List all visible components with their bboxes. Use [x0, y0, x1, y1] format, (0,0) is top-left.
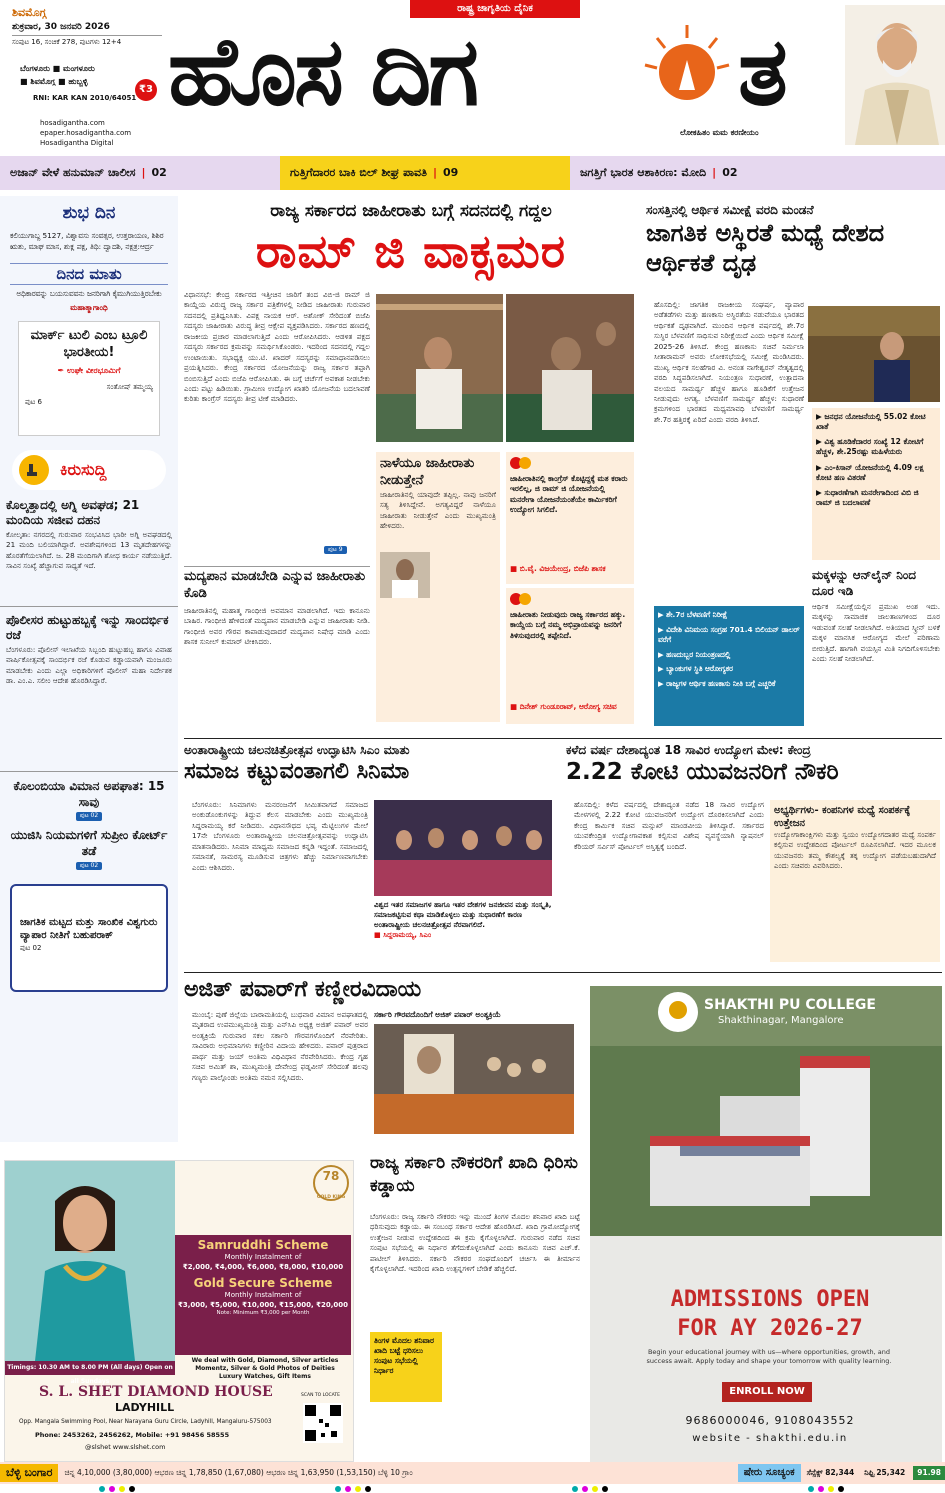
kirusuddi-header — [12, 450, 166, 490]
badge-sub: GOLD KING — [316, 1195, 346, 1200]
edition-list: ಬೆಂಗಳೂರು ■ ಮಂಗಳೂರು ■ ಶಿವಮೊಗ್ಗ ■ ಹುಬ್ಬಳ್ಳಿ — [20, 64, 95, 86]
scheme2-title: Gold Secure Scheme — [193, 1276, 333, 1291]
quote-card-1-author-text: ಬಿ.ವೈ. ವಿಜಯೇಂದ್ರ, ಬಿಜೆಪಿ ಶಾಸಕ — [519, 563, 606, 573]
fact2-item: ▶ ಹಣದುಬ್ಬರ ನಿಯಂತ್ರಣದಲ್ಲಿ — [658, 649, 731, 659]
jobs-story — [566, 742, 942, 970]
economy-sub-headline: ಮಕ್ಕಳನ್ನು ಆನ್‌ಲೈನ್ ನಿಂದ ದೂರ ಇಡಿ — [812, 568, 916, 598]
cinema-headline: ಸಮಾಜ ಕಟ್ಟುವಂತಾಗಲಿ ಸಿನಿಮಾ — [184, 759, 410, 785]
teaser-item[interactable]: ಜಗತ್ತಿಗೆ ಭಾರತ ಆಶಾಕಿರಣ: ಮೋದಿ | 02 — [570, 156, 945, 190]
web-links — [40, 118, 131, 148]
divider — [184, 972, 942, 973]
left-sidebar — [0, 196, 178, 1142]
brand-name: S. L. SHET DIAMOND HOUSE — [39, 1384, 273, 1400]
quote-card-2 — [506, 588, 634, 724]
fact-text: ಸುಧಾರಣೆಗಾಗಿ ಮನರೇಗಾದಿಂದ ವಿಬಿ ಜಿ ರಾಮ್ ಜಿ ಬದಲಾವಣೆ — [816, 487, 919, 507]
lead-continue — [324, 544, 347, 555]
cartoon-subtitle: ✒ ಉಘೇ ವೀರಭೂಮಿಗೆ — [57, 365, 121, 375]
scheme1-values: ₹2,000, ₹4,000, ₹6,000, ₹8,000, ₹10,000 — [182, 1262, 344, 1271]
fact2-text: ರಾಜ್ಯಗಳ ಆರ್ಥಿಕ ಹಣಕಾಸು ನೀತಿ ಬಗ್ಗೆ ಎಚ್ಚರಿಕೆ — [666, 679, 776, 689]
jobs-box — [770, 800, 940, 962]
scheme2-values: ₹3,000, ₹5,000, ₹10,000, ₹15,000, ₹20,000 — [177, 1300, 349, 1309]
cartoon-title: ಮಾರ್ಕ್ ಟುಲಿ ಎಂಬ ಟ್ರೂಲಿ ಭಾರತೀಯ! — [30, 328, 148, 360]
college-ad[interactable] — [590, 986, 942, 1462]
web-handles[interactable]: @slshet www.slshet.com — [85, 1443, 166, 1451]
fact-item: ▶ ಜನಧನ ಯೋಜನೆಯಲ್ಲಿ 55.02 ಕೋಟಿ ಖಾತೆ — [816, 412, 926, 432]
gold-rates: ಚಿನ್ನ 4,10,000 (3,80,000) ಆಭರಣ ಚಿನ್ನ 1,78,850 (1,67,080) ಆಭರಣ ಚಿನ್ನ 1,63,950 (1,53,150) ಬೆಳ್ಳಿ 10 ಗ್ರಾಂ — [64, 1467, 413, 1477]
quote-card-2-author: ■ ದಿನೇಶ್ ಗುಂಡೂರಾವ್, ಆರೋಗ್ಯ ಸಚಿವ — [510, 701, 617, 711]
gold-label: ಬೆಳ್ಳಿ ಬಂಗಾರ — [0, 1464, 58, 1483]
quote-card-1-text: ಜಾಹೀರಾತಿನಲ್ಲಿ ಕಾಂಗ್ರೆಸ್ ಕೊಟ್ಟಿದ್ದಕ್ಕೆ ಮತ ಕರಾರು ಇರಲಿಲ್ಲ, ಜಿ ರಾಮ್ ಜಿ ಯೋಜನೆಯಲ್ಲಿ ಮನರೇಗಾ ಯೋಜನೆಯಂತೆಯೇ ಕಾರ್ಮಿಕರಿಗೆ ಉದ್ಯೋಗ ಸಿಗಲಿದೆ. — [510, 473, 628, 515]
date-block — [12, 6, 162, 47]
cartoon-author: ಸಂತೋಷ್ ತಮ್ಮಯ್ಯ — [106, 382, 153, 391]
share-label: ಷೇರು ಸೂಚ್ಯಂಕ — [738, 1464, 801, 1482]
address: Opp. Mangala Swimming Pool, Near Narayana Guru Circle, Ladyhill, Mangaluru-575003 — [19, 1419, 272, 1425]
shakthi-logo-icon — [656, 990, 700, 1034]
cinema-caption — [374, 900, 552, 940]
model-image — [5, 1161, 175, 1361]
lead-body: ವಿಧಾನಸಭೆ: ಕೇಂದ್ರ ಸರ್ಕಾರದ ಇತ್ತೀಚಿನ ಜಾರಿಗೆ ತಂದ ವಿಬಿ-ಜಿ ರಾಮ್ ಜಿ ಕಾಯ್ದೆಯ ವಿರುದ್ಧ ರಾಜ್ಯ ಸರ್ಕಾರ ಪತ್ರಿಕೆಗಳಲ್ಲಿ ನೀಡಿದ ಜಾಹೀರಾತು ಗುರುವಾರ ಸದನದಲ್ಲಿ ಪ್ರತಿಧ್ವನಿಸಿತು. ವಿಪಕ್ಷ ನಾಯಕ ಆರ್. ಅಶೋಕ್ ಸೇರಿದಂತೆ ಬಿಜೆಪಿ ಸದಸ್ಯರು ಜಾಹೀರಾತು ವಿರುದ್ಧ ತೀವ್ರ ಆಕ್ಷೇಪ ವ್ಯಕ್ತಪಡಿಸಿದರು. ಸರ್ಕಾರದ ಹಣದಲ್ಲಿ ರಾಜಕೀಯ ಪ್ರಚಾರ ಮಾಡಲಾಗುತ್ತಿದೆ ಎಂದು ಆರೋಪಿಸಿದರು. ಆಡಳಿತ ಪಕ್ಷದ ಸದಸ್ಯರು ಸರ್ಕಾರದ ಕ್ರಮವನ್ನು ಸಮರ್ಥಿಸಿಕೊಂಡರು. ಇದರಿಂದ ಸದನದಲ್ಲಿ ಗದ್ದಲ ಉಂಟಾಯಿತು. ಸಭಾಧ್ಯಕ್ಷ ಯು.ಟಿ. ಖಾದರ್ ಸದಸ್ಯರನ್ನು ಸಮಾಧಾನಪಡಿಸಲು ಪ್ರಯತ್ನಿಸಿದರು. ಕೇಂದ್ರ ಸರ್ಕಾರದ ಯೋಜನೆಯನ್ನು ರಾಜ್ಯ ಸರ್ಕಾರ ತಪ್ಪಾಗಿ ಬಿಂಬಿಸುತ್ತಿದೆ ಎಂದು ಬಿಜೆಪಿ ಆರೋಪಿಸಿತು. ಈ ಬಗ್ಗೆ ಚರ್ಚೆಗೆ ಅವಕಾಶ ನೀಡಬೇಕು ಎಂದು ಪಟ್ಟು ಹಿಡಿಯಿತು. ಗ್ರಾಮೀಣ ಉದ್ಯೋಗ ಖಾತರಿ ಯೋಜನೆಯ ಬದಲಾವಣೆ ಕುರಿತು ಕಾಂಗ್ರೆಸ್ ಸದಸ್ಯರು ತೀವ್ರ ಟೀಕೆ ಮಾಡಿದರು. — [184, 290, 370, 404]
lead-headline: ರಾಮ್ ಜಿ ವಾಕ್ಸಮರ — [255, 223, 567, 278]
jewellery-ad[interactable] — [4, 1160, 354, 1462]
facts-box-1 — [812, 408, 940, 560]
minister-photo — [808, 306, 940, 402]
fact2-text: ವಿದೇಶಿ ವಿನಿಮಯ ಸಂಗ್ರಹ 701.4 ಬಿಲಿಯನ್ ಡಾಲರ್ ವರೆಗೆ — [658, 624, 800, 644]
badge-78 — [313, 1165, 349, 1201]
nifty-value: ನಿಫ್ಟಿ 25,342 — [864, 1467, 906, 1477]
quote-card-1-author: ■ ಬಿ.ವೈ. ವಿಜಯೇಂದ್ರ, ಬಿಜೆಪಿ ಶಾಸಕ — [510, 563, 606, 573]
fact-item: ▶ ವಿಶ್ವ ಹೂಡಿಕೆದಾರರ ಸಂಖ್ಯೆ 12 ಕೋಟಿಗೆ ಹೆಚ್ಚಳ, ಶೇ.25ರಷ್ಟು ಮಹಿಳೆಯರು — [816, 437, 924, 457]
ajit-story — [184, 976, 582, 1142]
sensex-value: ಸೆನ್ಸೆಕ್ಸ್ 82,344 — [806, 1467, 855, 1477]
quote-author: ಮಹಾತ್ಮಾಗಾಂಧಿ — [70, 302, 108, 312]
cartoon-subtitle-text: ಉಘೇ ವೀರಭೂಮಿಗೆ — [67, 365, 121, 375]
edition-item: ಶಿವಮೊಗ್ಗ — [30, 77, 56, 86]
fact-text: ಜನಧನ ಯೋಜನೆಯಲ್ಲಿ 55.02 ಕೋಟಿ ಖಾತೆ — [816, 412, 926, 432]
jobs-kicker: ಕಳೆದ ವರ್ಷ ದೇಶಾದ್ಯಂತ 18 ಸಾವಿರ ಉದ್ಯೋಗ ಮೇಳ: ಕೇಂದ್ರ — [566, 743, 811, 757]
cinema-caption-author: ■ ಸಿದ್ದರಾಮಯ್ಯ, ಸಿಎಂ — [374, 930, 432, 940]
lead-continue-label[interactable]: ಪುಟ 9 — [324, 546, 347, 554]
brief3-title: ಕೊಲಂಬಿಯಾ ವಿಮಾನ ಅಪಘಾತ: 15 ಸಾವು — [0, 771, 178, 810]
registration-dots — [334, 1485, 374, 1493]
fact2-text: ಹಣದುಬ್ಬರ ನಿಯಂತ್ರಣದಲ್ಲಿ — [666, 649, 731, 659]
economy-body: ಹೊಸದಿಲ್ಲಿ: ಜಾಗತಿಕ ರಾಜಕೀಯ ಸಂಘರ್ಷ, ವ್ಯಾಪಾರ ಅಡೆತಡೆಗಳು ಮತ್ತು ಹಣಕಾಸು ಅಸ್ಥಿರತೆಯ ನಡುವೆಯೂ ಭಾರತದ ಆರ್ಥಿಕತೆ ದೃಢವಾಗಿದೆ. ಮುಂದಿನ ಆರ್ಥಿಕ ವರ್ಷದಲ್ಲಿ ಶೇ.7ರ ಸುಸ್ಥಿರ ಬೆಳವಣಿಗೆ ಸಾಧಿಸುವ ನಿರೀಕ್ಷೆಯಿದೆ ಎಂದು ಆರ್ಥಿಕ ಸಮೀಕ್ಷೆ 2025-26 ತಿಳಿಸಿದೆ. ಕೇಂದ್ರ ಹಣಕಾಸು ಸಚಿವೆ ನಿರ್ಮಲಾ ಸೀತಾರಾಮನ್ ಅವರು ಲೋಕಸಭೆಯಲ್ಲಿ ಸಮೀಕ್ಷೆ ಮಂಡಿಸಿದರು. ಮುಖ್ಯ ಆರ್ಥಿಕ ಸಲಹೆಗಾರ ವಿ. ಅನಂತ ನಾಗೇಶ್ವರನ್ ನೇತೃತ್ವದಲ್ಲಿ ವರದಿ ಸಿದ್ಧಪಡಿಸಲಾಗಿದೆ. ನಿಯಂತ್ರಣ ಸುಧಾರಣೆ, ಉತ್ಪಾದನಾ ವಲಯದ ಸಾಮರ್ಥ್ಯ ಹೆಚ್ಚಳ ಹಾಗೂ ಹೂಡಿಕೆಗೆ ಉತ್ತೇಜನ ನೀಡುವುದು ಅಗತ್ಯ. ಬೆಳವಣಿಗೆ ಸಾಮರ್ಥ್ಯ ಹೆಚ್ಚಳ: ಸುಧಾರಣೆ ಕ್ರಮಗಳಿಂದ ಭಾರತದ ಮಧ್ಯಮಾವಧಿ ಬೆಳವಣಿಗೆ ಸಾಮರ್ಥ್ಯ ಶೇ.7ರ ಹತ್ತಿರಕ್ಕೆ ಏರಿದೆ ಎಂದು ವರದಿ ತಿಳಿಸಿದೆ. — [654, 300, 804, 424]
cinema-story — [184, 742, 556, 970]
scan-label: SCAN TO LOCATE — [301, 1393, 340, 1398]
registration-dots — [98, 1485, 138, 1493]
panchanga-text: ಕಲಿಯುಗಾಬ್ದ 5127, ವಿಶ್ವಾವಸು ಸಂವತ್ಸರ, ಉತ್ತರಾಯಣ, ಶಿಶಿರ ಋತು, ಮಾಘ ಮಾಸ, ಶುಕ್ಲ ಪಕ್ಷ, ತಿಥಿ: ದ್ವಾದಶಿ, ನಕ್ಷತ್ರ:ಆರ್ದ್ರ — [10, 230, 164, 251]
jobs-body: ಹೊಸದಿಲ್ಲಿ: ಕಳೆದ ವರ್ಷದಲ್ಲಿ ದೇಶಾದ್ಯಂತ ನಡೆದ 18 ಸಾವಿರ ಉದ್ಯೋಗ ಮೇಳಗಳಲ್ಲಿ 2.22 ಕೋಟಿ ಯುವಜನರಿಗೆ ಉದ್ಯೋಗ ದೊರಕಿಸಲಾಗಿದೆ ಎಂದು ಕೇಂದ್ರ ಕಾರ್ಮಿಕ ಸಚಿವ ಮನ್ಸುಖ್ ಮಾಂಡವೀಯ ತಿಳಿಸಿದ್ದಾರೆ. ಸರ್ಕಾರದ ಯುವಕೇಂದ್ರಿತ ಉದ್ಯೋಗಾವಕಾಶ ಕಲ್ಪಿಸುವ ವಿಶೇಷ ವ್ಯವಸ್ಥೆಯಾಗಿ ನ್ಯಾಷನಲ್ ಕೆರಿಯರ್ ಸರ್ವಿಸ್ ಪೋರ್ಟಲ್ ಅಸ್ತಿತ್ವಕ್ಕೆ ಬಂದಿದೆ. — [574, 800, 764, 851]
teaser-item[interactable]: ಗುತ್ತಿಗೆದಾರರ ಬಾಕಿ ಬಿಲ್ ಶೀಘ್ರ ಪಾವತಿ | 09 — [280, 156, 570, 190]
brief1-title: ಕೊಲ್ಕತ್ತಾದಲ್ಲಿ ಅಗ್ನಿ ಅವಘಡ; 21 ಮಂದಿಯ ಸಜೀವ ದಹನ — [6, 498, 140, 528]
brief4-page-label[interactable]: ಪುಟ 02 — [76, 862, 102, 870]
jobs-box-title: ಅಭ್ಯರ್ಥಿಗಳು- ಕಂಪನಿಗಳ ಮಧ್ಯೆ ಸಂಪರ್ಕಕ್ಕೆ ಉತ್ತೇಜನ — [774, 805, 911, 829]
teaser-text: ಜಗತ್ತಿಗೆ ಭಾರತ ಆಶಾಕಿರಣ: ಮೋದಿ — [580, 165, 707, 179]
edition-item: ಮಂಗಳೂರು — [63, 64, 95, 73]
fact2-text: ಶೇ.7ರ ಬೆಳವಣಿಗೆ ನಿರೀಕ್ಷೆ — [666, 610, 728, 619]
khadi-story — [370, 1152, 582, 1462]
lead-story — [184, 196, 638, 736]
lead-sub-headline: ಮದ್ಯಪಾನ ಮಾಡಬೇಡಿ ಎನ್ನುವ ಜಾಹೀರಾತು ಕೊಡಿ — [184, 566, 370, 603]
teaser-page: 02 — [722, 165, 738, 179]
quote-icon — [510, 592, 530, 606]
khadi-headline: ರಾಜ್ಯ ಸರ್ಕಾರಿ ನೌಕರರಿಗೆ ಖಾದಿ ಧಿರಿಸು ಕಡ್ಡಾಯ — [370, 1153, 578, 1196]
brief3-page — [0, 810, 178, 821]
assembly-photo-2 — [506, 294, 634, 442]
registration-marks — [0, 1484, 945, 1493]
fact-item: ▶ ಎಂ-ಕಿಸಾನ್ ಯೋಜನೆಯಲ್ಲಿ 4.09 ಲಕ್ಷ ಕೋಟಿ ಹಣ ವಿತರಣೆ — [816, 462, 924, 482]
registration-dots — [571, 1485, 611, 1493]
fact2-item: ▶ ಶೇ.7ರ ಬೆಳವಣಿಗೆ ನಿರೀಕ್ಷೆ — [658, 610, 728, 619]
timings-bar: Timings: 10.30 AM to 8.00 PM (All days) Open on all Sundays — [5, 1361, 175, 1375]
promo-text: ಜಾಗತಿಕ ಮಟ್ಟದ ಮತ್ತು ಸಾಂಖಿಕ ವಿಶ್ವಗುರು ವ್ಯಾಪಾರ ನೀತಿಗೆ ಬಹುಪರಾಕ್ — [20, 917, 158, 942]
lead-box — [376, 452, 500, 722]
jobs-headline: 2.22 ಕೋಟಿ ಯುವಜನರಿಗೆ ನೌಕರಿ — [566, 759, 839, 786]
fact2-item: ▶ ವಿದೇಶಿ ವಿನಿಮಯ ಸಂಗ್ರಹ 701.4 ಬಿಲಿಯನ್ ಡಾಲರ್ ವರೆಗೆ — [658, 624, 800, 644]
brand-place: LADYHILL — [115, 1401, 175, 1414]
edition-item: ಹುಬ್ಬಳ್ಳಿ — [68, 77, 88, 86]
brief1-body: ಕೋಲ್ಕತಾ: ನಗರದಲ್ಲಿ ಗುರುವಾರ ಸಂಭವಿಸಿದ ಭಾರೀ ಅಗ್ನಿ ಅವಘಡದಲ್ಲಿ 21 ಮಂದಿ ಬಲಿಯಾಗಿದ್ದಾರೆ. ಅವಶೇಷಗಳಿಂದ 13 ಮೃತದೇಹಗಳನ್ನು ಹೊರತೆಗೆಯಲಾಗಿದೆ. ಜ. 28 ಮಂದಿಗಾಗಿ ಶೋಧ ಕಾರ್ಯ ನಡೆಯುತ್ತಿದೆ. ಸಾವಿನ ಸಂಖ್ಯೆ ಹೆಚ್ಚಾಗುವ ಸಾಧ್ಯತೆ ಇದೆ. — [6, 530, 172, 571]
rni-number: RNI: KAR KAN 2010/64051 — [33, 94, 137, 102]
dinada-maatu-heading: ದಿನದ ಮಾತು — [10, 263, 168, 285]
brief3-page-label[interactable]: ಪುಟ 02 — [76, 812, 102, 820]
promo-page: ಪುಟ 02 — [20, 944, 42, 953]
kirusuddi-label: ಕಿರುಸುದ್ದಿ — [60, 460, 107, 480]
link-epaper[interactable]: epaper.hosadigantha.com — [40, 129, 132, 137]
teaser-item[interactable]: ಅಜಾನ್ ವೇಳೆ ಹನುಮಾನ್ ಚಾಲೀಸ | 02 — [0, 156, 280, 190]
edition-city: ಶಿವಮೊಗ್ಗ — [12, 6, 47, 19]
fact-text: ವಿಶ್ವ ಹೂಡಿಕೆದಾರರ ಸಂಖ್ಯೆ 12 ಕೋಟಿಗೆ ಹೆಚ್ಚಳ, ಶೇ.25ರಷ್ಟು ಮಹಿಳೆಯರು — [816, 437, 924, 457]
phone: Phone: 2453262, 2456262, Mobile: +91 98456 58555 — [35, 1431, 230, 1439]
khadi-body: ಬೆಂಗಳೂರು: ರಾಜ್ಯ ಸರ್ಕಾರಿ ನೌಕರರು ಇನ್ನು ಮುಂದೆ ತಿಂಗಳ ಮೊದಲ ಶನಿವಾರ ಖಾದಿ ಬಟ್ಟೆ ಧರಿಸುವುದು ಕಡ್ಡಾಯ. ಈ ಸಂಬಂಧ ಸರ್ಕಾರ ಆದೇಶ ಹೊರಡಿಸಿದೆ. ಖಾದಿ ಗ್ರಾಮೋದ್ಯೋಗಕ್ಕೆ ಉತ್ತೇಜನ ನೀಡುವ ಉದ್ದೇಶದಿಂದ ಈ ಕ್ರಮ ಕೈಗೊಳ್ಳಲಾಗಿದೆ. ಗುರುವಾರ ನಡೆದ ಸಚಿವ ಸಂಪುಟ ಸಭೆಯಲ್ಲಿ ಈ ನಿರ್ಧಾರ ತೆಗೆದುಕೊಳ್ಳಲಾಗಿದೆ ಎಂದು ಕಾನೂನು ಸಚಿವ ಎಚ್.ಕೆ. ಪಾಟೀಲ್ ತಿಳಿಸಿದರು. ಸರ್ಕಾರಿ ನೌಕರರ ಸಂಘದೊಂದಿಗೆ ಚರ್ಚಿಸಿ ಈ ತೀರ್ಮಾನ ಕೈಗೊಳ್ಳಲಾಗಿದೆ. ಇದರಿಂದ ಖಾದಿ ಉತ್ಪನ್ನಗಳಿಗೆ ಬೇಡಿಕೆ ಹೆಚ್ಚಲಿದೆ. — [370, 1212, 580, 1274]
scheme1-title: Samruddhi Scheme — [197, 1238, 329, 1252]
quote-card-1 — [506, 452, 634, 584]
admissions-text: Begin your educational journey with us—where opportunities, growth, and success await. Apply today and shape your tomorrow with quality learning. — [646, 1348, 892, 1365]
dollar-value: 91.98 — [913, 1466, 945, 1480]
cinema-caption-author-text: ಸಿದ್ದರಾಮಯ್ಯ, ಸಿಎಂ — [383, 930, 432, 940]
fact-item: ▶ ಸುಧಾರಣೆಗಾಗಿ ಮನರೇಗಾದಿಂದ ವಿಬಿ ಜಿ ರಾಮ್ ಜಿ ಬದಲಾವಣೆ — [816, 487, 919, 507]
funeral-photo — [374, 1024, 574, 1134]
scheme1-sub: Monthly Instalment of — [224, 1253, 302, 1262]
issue-date: ಶುಕ್ರವಾರ, 30 ಜನವರಿ 2026 — [12, 21, 162, 36]
quote-card-2-text: ಜಾಹೀರಾತು ನೀಡುವುದು ರಾಜ್ಯ ಸರ್ಕಾರದ ಹಕ್ಕು. ಕಾಯ್ದೆಯ ಬಗ್ಗೆ ನಮ್ಮ ಅಭಿಪ್ರಾಯವನ್ನು ಜನರಿಗೆ ತಿಳಿಸುವುದರಲ್ಲಿ ತಪ್ಪೇನಿದೆ. — [510, 609, 626, 640]
brief2-title: ಪೊಲೀಸರ ಹುಟ್ಟುಹಬ್ಬಕ್ಕೆ ಇನ್ನು ಸಾಂದರ್ಭಿಕ ರಜೆ — [0, 606, 178, 645]
hand-icon — [18, 454, 50, 486]
fact2-item: ▶ ಬ್ಯಾಂಕುಗಳ ಸ್ಥಿತಿ ಆರೋಗ್ಯಕರ — [658, 664, 733, 674]
economy-story — [646, 196, 942, 736]
economy-headline: ಜಾಗತಿಕ ಅಸ್ಥಿರತೆ ಮಧ್ಯೆ ದೇಶದ ಆರ್ಥಿಕತೆ ದೃಢ — [646, 219, 885, 278]
cinema-kicker: ಅಂತಾರಾಷ್ಟ್ರೀಯ ಚಲನಚಿತ್ರೋತ್ಸವ ಉದ್ಘಾಟಿಸಿ ಸಿಎಂ ಮಾತು — [184, 743, 410, 757]
facts-box-2 — [654, 606, 804, 726]
registration-dots — [807, 1485, 847, 1493]
lead-kicker: ರಾಜ್ಯ ಸರ್ಕಾರದ ಜಾಹೀರಾತು ಬಗ್ಗೆ ಸದನದಲ್ಲಿ ಗದ್ದಲ — [270, 201, 552, 221]
khadi-box: ತಿಂಗಳ ಮೊದಲ ಶನಿವಾರ ಖಾದಿ ಬಟ್ಟೆ ಧರಿಸಲು ಸಂಪುಟ ಸಭೆಯಲ್ಲಿ ನಿರ್ಧಾರ — [370, 1332, 442, 1402]
ajit-caption: ಸರ್ಕಾರಿ ಗೌರವದೊಂದಿಗೆ ಅಜಿತ್ ಪವಾರ್ ಅಂತ್ಯಕ್ರಿಯೆ — [374, 1010, 501, 1019]
ajit-headline: ಅಜಿತ್ ಪವಾರ್‌ಗೆ ಕಣ್ಣೀರವಿದಾಯ — [184, 977, 422, 1002]
college-name: SHAKTHI PU COLLEGE — [704, 997, 876, 1013]
teaser-text: ಗುತ್ತಿಗೆದಾರರ ಬಾಕಿ ಬಿಲ್ ಶೀಘ್ರ ಪಾವತಿ — [290, 165, 427, 179]
economy-sub-body: ಆರ್ಥಿಕ ಸಮೀಕ್ಷೆಯಲ್ಲಿನ ಪ್ರಮುಖ ಅಂಶ ಇದು. ಮಕ್ಕಳನ್ನು ಸಾಮಾಜಿಕ ಜಾಲತಾಣಗಳಿಂದ ದೂರ ಇಡುವಂತೆ ಸಲಹೆ ನೀಡಲಾಗಿದೆ. ಅತಿಯಾದ ಸ್ಕ್ರೀನ್ ಬಳಕೆ ಮಕ್ಕಳ ಮಾನಸಿಕ ಆರೋಗ್ಯದ ಮೇಲೆ ಪರಿಣಾಮ ಬೀರುತ್ತಿದೆ. ಹಾಗಾಗಿ ವಯಸ್ಸಿನ ಮಿತಿ ನಿಗದಿಗೊಳಿಸಬೇಕು ಎಂದು ಸಲಹೆ ನೀಡಲಾಗಿದೆ. — [812, 602, 940, 664]
newspaper-name-left: ಹೊಸ ದಿಗ — [168, 18, 477, 127]
teaser-page: 09 — [442, 165, 459, 179]
market-ticker — [0, 1462, 945, 1484]
promo-box — [10, 884, 168, 992]
quote-card-2-author-text: ದಿನೇಶ್ ಗುಂಡೂರಾವ್, ಆರೋಗ್ಯ ಸಚಿವ — [519, 701, 617, 711]
leader-portrait — [845, 5, 945, 145]
newspaper-name-right: ತ — [738, 18, 788, 127]
quote-icon — [510, 456, 530, 470]
jobs-box-body: ಉದ್ಯೋಗಾಕಾಂಕ್ಷಿಗಳು ಮತ್ತು ಸ್ವಯಂ ಉದ್ಯೋಗದಾತರ ಮಧ್ಯೆ ಸಂಪರ್ಕ ಕಲ್ಪಿಸುವ ಉದ್ದೇಶದಿಂದ ಪೋರ್ಟಲ್ ರೂಪಿಸಲಾಗಿದೆ. ಇದರ ಮೂಲಕ ಯುವಜನರು ತಮ್ಮ ಕೌಶಲ್ಯಕ್ಕೆ ತಕ್ಕ ಉದ್ಯೋಗ ಪಡೆಯಬಹುದಾಗಿದೆ ಎಂದು ಸಚಿವರು ವಿವರಿಸಿದರು. — [774, 830, 936, 871]
film-festival-photo — [374, 800, 552, 896]
cinema-caption-text: ವಿಶ್ವದ ಇತರ ಸಮಾಜಗಳ ಹಾಗೂ ಇತರ ದೇಶಗಳ ಜನಜೀವನ ಮತ್ತು ಸಂಸ್ಕೃತಿ, ಸಮಾಜಕಟ್ಟಿಸುವ ಕಥಾ ಮಾಡಿಕೊಳ್ಳಲು ಮತ್ತು ಸುಧಾರಣೆಗೆ ಕಾರಣ ಅಂತಾರಾಷ್ಟ್ರೀಯ ಚಲನಚಿತ್ರೋತ್ಸವ ನೆರವಾಗಲಿದೆ. — [374, 900, 552, 930]
college-location: Shakthinagar, Mangalore — [718, 1015, 844, 1026]
cartoon-page: ಪುಟ 6 — [25, 398, 42, 407]
lead-box-body: ಜಾಹೀರಾತಿನಲ್ಲಿ ಯಾವುದೇ ತಪ್ಪಿಲ್ಲ. ನಾವು ಜನರಿಗೆ ಸತ್ಯ ತಿಳಿಸಿದ್ದೇವೆ. ಅಗತ್ಯವಿದ್ದರೆ ನಾಳೆಯೂ ಜಾಹೀರಾತು ನೀಡುತ್ತೇನೆ ಎಂದು ಮುಖ್ಯಮಂತ್ರಿ ಹೇಳಿದರು. — [380, 489, 496, 531]
college-website[interactable]: website - shakthi.edu.in — [692, 1433, 848, 1444]
sun-logo — [637, 20, 737, 120]
fact2-text: ಬ್ಯಾಂಕುಗಳ ಸ್ಥಿತಿ ಆರೋಗ್ಯಕರ — [666, 664, 733, 674]
fact-text: ಎಂ-ಕಿಸಾನ್ ಯೋಜನೆಯಲ್ಲಿ 4.09 ಲಕ್ಷ ಕೋಟಿ ಹಣ ವಿತರಣೆ — [816, 462, 924, 482]
college-phone: 9686000046, 9108043552 — [685, 1414, 855, 1427]
scheme2-sub: Monthly Instalment of — [224, 1291, 302, 1300]
edition-item: ಬೆಂಗಳೂರು — [20, 64, 50, 73]
tagline-top: ರಾಷ್ಟ್ರ ಜಾಗೃತಿಯ ದೈನಿಕ — [410, 0, 580, 18]
badge-number: 78 — [322, 1169, 340, 1183]
assembly-photo-1 — [376, 294, 503, 442]
brief2-body: ಬೆಂಗಳೂರು: ಪೊಲೀಸ್ ಇಲಾಖೆಯ ಸಿಬ್ಬಂದಿ ಹುಟ್ಟುಹಬ್ಬ ಹಾಗೂ ವಿವಾಹ ವಾರ್ಷಿಕೋತ್ಸವಕ್ಕೆ ಸಾಂದರ್ಭಿಕ ರಜೆ ಕೊಡುವ ಕಡ್ಡಾಯವಾಗಿ ಮಂಜೂರು ಮಾಡಬೇಕು ಎಂದು ಎಲ್ಲಾ ಅಧಿಕಾರಿಗಳಿಗೆ ಪೊಲೀಸ್ ಮಹಾ ನಿರ್ದೇಶಕ ಡಾ. ಎಂ.ಎ. ಸಲೀಂ ಆದೇಶ ಹೊರಡಿಸಿದ್ದಾರೆ. — [6, 645, 172, 686]
quote-text: ಅಧಿಕಾರವನ್ನು ಬಯಸುವವನು ಜನರಿಗಾಗಿ ಕೈಮುಗಿಯುತ್ತಿರಬೇಕು — [16, 289, 162, 299]
brief4-page — [0, 860, 178, 871]
brief4-title: ಯುಜಿಸಿ ನಿಯಮಗಳಿಗೆ ಸುಪ್ರೀಂ ಕೋರ್ಟ್ ತಡೆ — [10, 828, 168, 859]
lead-sub-body: ಜಾಹೀರಾತಿನಲ್ಲಿ ಮಹಾತ್ಮ ಗಾಂಧೀಜಿ ಅವಮಾನ ಮಾಡಲಾಗಿದೆ. ಇದು ಕಾನೂನು ಬಾಹಿರ. ಗಾಂಧೀಜಿ ಹೇಳಿದಂತೆ ಮದ್ಯಪಾನ ಮಾಡಬೇಡಿ ಎನ್ನುವ ಜಾಹೀರಾತು ನೀಡಿ. ಗಾಂಧೀಜಿ ಅವರ ಗೌರವ ಕಾಪಾಡುವುದಾದರೆ ಮದ್ಯಪಾನ ನಿಷೇಧ ಮಾಡಿ ಎಂದು ಶಾಸಕ ಸುನೀಲ್ ಕುಮಾರ್ ಟೀಕಿಸಿದರು. — [184, 606, 370, 647]
deal-text: We deal with Gold, Diamond, Silver articles Momentz, Silver & Gold Photos of Deities Luxury Watches, Gift Items — [191, 1357, 339, 1381]
lead-box-title: ನಾಳೆಯೂ ಜಾಹೀರಾತು ನೀಡುತ್ತೇನೆ — [380, 456, 475, 488]
link-website[interactable]: hosadigantha.com — [40, 119, 105, 127]
scheme-note: Note: Minimum ₹3,000 per Month — [216, 1310, 310, 1317]
volume-line: ಸಂಪುಟ 16, ಸಂಚಿಕೆ 278, ಪುಟಗಳು 12+4 — [12, 37, 122, 46]
teaser-text: ಅಜಾನ್ ವೇಳೆ ಹನುಮಾನ್ ಚಾಲೀಸ — [10, 165, 136, 179]
cm-photo — [380, 552, 430, 598]
link-digital[interactable]: Hosadigantha Digital — [40, 139, 114, 147]
enroll-button[interactable]: ENROLL NOW — [722, 1382, 812, 1402]
fact2-item: ▶ ರಾಜ್ಯಗಳ ಆರ್ಥಿಕ ಹಣಕಾಸು ನೀತಿ ಬಗ್ಗೆ ಎಚ್ಚರಿಕೆ — [658, 679, 776, 689]
teaser-bar — [0, 156, 945, 190]
economy-kicker: ಸಂಸತ್ತಿನಲ್ಲಿ ಆರ್ಥಿಕ ಸಮೀಕ್ಷೆ ವರದಿ ಮಂಡನೆ — [646, 203, 814, 217]
qr-code[interactable] — [303, 1403, 343, 1443]
admissions-headline: ADMISSIONS OPEN FOR AY 2026-27 — [670, 1287, 870, 1341]
schemes-box — [175, 1235, 351, 1355]
cinema-body: ಬೆಂಗಳೂರು: ಸಿನಿಮಾಗಳು ಮನರಂಜನೆಗೆ ಸೀಮಿತವಾಗದೆ ಸಮಾಜದ ಅಂಕುಡೊಂಕುಗಳನ್ನು ತಿದ್ದುವ ಕೆಲಸ ಮಾಡಬೇಕು ಎಂದು ಮುಖ್ಯಮಂತ್ರಿ ಸಿದ್ದರಾಮಯ್ಯ ಕರೆ ನೀಡಿದರು. ವಿಧಾನಸೌಧದ ಭವ್ಯ ಮೆಟ್ಟಿಲುಗಳ ಮೇಲೆ 17ನೇ ಬೆಂಗಳೂರು ಅಂತಾರಾಷ್ಟ್ರೀಯ ಚಲನಚಿತ್ರೋತ್ಸವವನ್ನು ಉದ್ಘಾಟಿಸಿ ಮಾತನಾಡಿದರು. ಸಿನಿಮಾ ಮಾಧ್ಯಮ ಸಮಾಜದ ಕನ್ನಡಿ ಇದ್ದಂತೆ. ಸಮಾಜದಲ್ಲಿ ಸಮಾನತೆ, ಸಾಮರಸ್ಯ ಮೂಡಿಸುವ ಚಿತ್ರಗಳು ಹೆಚ್ಚು ನಿರ್ಮಾಣವಾಗಬೇಕು ಎಂದು ಆಶಿಸಿದರು. — [192, 800, 368, 872]
motto: ಲೋಕಹಿತಂ ಮಮ ಕರಣೀಯಂ — [680, 128, 759, 137]
shubha-dina-heading: ಶುಭ ದಿನ — [62, 203, 116, 223]
teaser-page: 02 — [151, 165, 167, 179]
ajit-body: ಮುಂಬೈ: ಪುಣೆ ಜಿಲ್ಲೆಯ ಬಾರಾಮತಿಯಲ್ಲಿ ಬುಧವಾರ ವಿಮಾನ ಅಪಘಾತದಲ್ಲಿ ಮೃತರಾದ ಉಪಮುಖ್ಯಮಂತ್ರಿ ಮತ್ತು ಎನ್‌ಸಿಪಿ ಅಧ್ಯಕ್ಷ ಅಜಿತ್ ಪವಾರ್ ಅವರ ಅಂತ್ಯಕ್ರಿಯೆ ಗುರುವಾರ ಸಕಲ ಸರ್ಕಾರಿ ಗೌರವಗಳೊಂದಿಗೆ ನೆರವೇರಿತು. ಸಾವಿರಾರು ಅಭಿಮಾನಿಗಳು ಕಣ್ಣೀರಿನ ವಿದಾಯ ಹೇಳಿದರು. ಪವಾರ್ ಪುತ್ರರಾದ ಪಾರ್ಥ ಮತ್ತು ಜಯ್ ಅಂತಿಮ ವಿಧಿವಿಧಾನ ನೆರವೇರಿಸಿದರು. ಕೇಂದ್ರ ಗೃಹ ಸಚಿವ ಅಮಿತ್ ಶಾ, ಮುಖ್ಯಮಂತ್ರಿ ದೇವೇಂದ್ರ ಫಡ್ನವೀಸ್ ಸೇರಿದಂತೆ ಹಲವು ಗಣ್ಯರು ಪಾಲ್ಗೊಂಡು ಅಂತಿಮ ನಮನ ಸಲ್ಲಿಸಿದರು. — [192, 1010, 368, 1082]
price-badge: ₹3 — [135, 79, 157, 101]
masthead — [0, 0, 945, 152]
divider — [184, 738, 942, 739]
cartoon-box — [18, 321, 160, 436]
